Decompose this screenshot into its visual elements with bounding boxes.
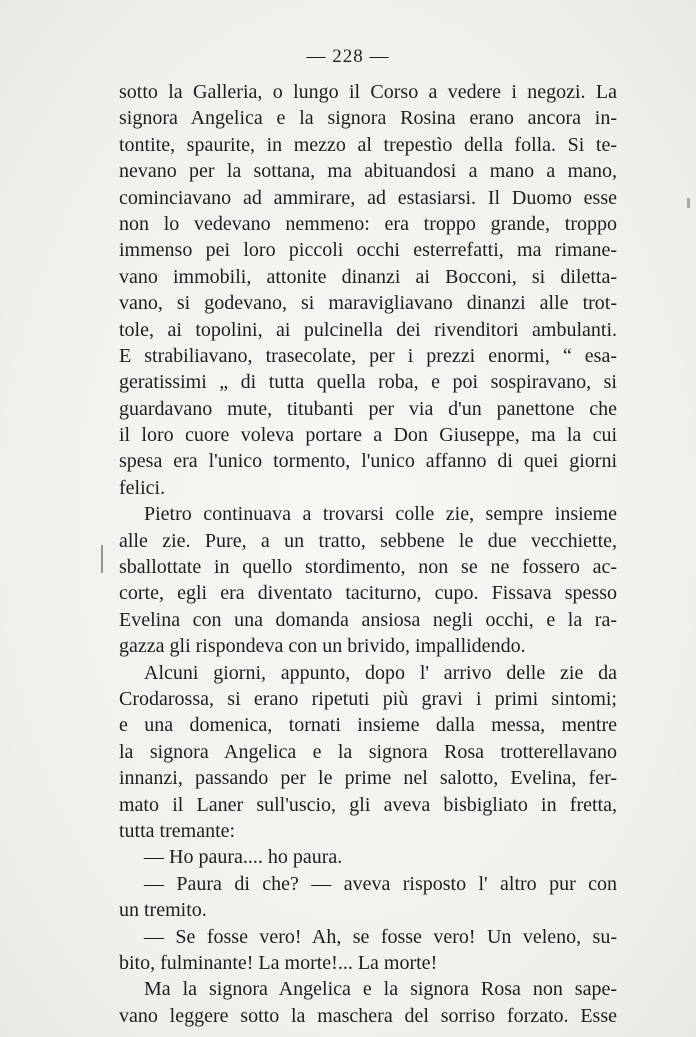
edge-mark	[687, 198, 690, 208]
text-line: bito, fulminante! La morte!... La morte!	[119, 951, 438, 974]
text-line: geratissimi „ di tutta quella roba, e poi sospiravano, si	[119, 371, 617, 394]
text-line: nevano per la sottana, ma abituandosi a mano a mano,	[119, 160, 617, 183]
text-line: e una domenica, tornati insieme dalla messa, mentre	[119, 714, 617, 737]
text-line: — Ho paura.... ho paura.	[144, 846, 343, 869]
text-line: spesa era l'unico tormento, l'unico affanno di quei giorni	[119, 450, 617, 473]
text-line: Crodarossa, si erano ripetuti più gravi i primi sintomi;	[119, 687, 617, 710]
text-line: mato il Laner sull'uscio, gli aveva bisbigliato in fretta,	[119, 793, 617, 816]
text-line: innanzi, passando per le prime nel salotto, Evelina, fer-	[119, 767, 617, 790]
text-line: vano leggere sotto la maschera del sorriso forzato. Esse	[119, 1004, 617, 1027]
text-line: il loro cuore voleva portare a Don Giuseppe, ma la cui	[119, 424, 617, 447]
text-line: gazza gli rispondeva con un brivido, impallidendo.	[119, 635, 526, 658]
text-line: vano, si godevano, si maravigliavano dinanzi alle trot-	[119, 292, 617, 315]
text-line: vano immobili, attonite dinanzi ai Bocconi, si diletta-	[119, 265, 617, 288]
text-line: alle zie. Pure, a un tratto, sebbene le due vecchiette,	[119, 529, 617, 552]
text-line: guardavano mute, titubanti per via d'un panettone che	[119, 397, 617, 420]
text-line: immenso pei loro piccoli occhi esterrefatti, ma rimane-	[119, 239, 617, 262]
text-line: felici.	[119, 476, 166, 499]
page-number: — 228 —	[306, 46, 390, 67]
text-line: un tremito.	[119, 899, 207, 922]
body-text	[119, 79, 617, 1029]
text-line: Ma la signora Angelica e la signora Rosa non sape-	[144, 978, 617, 1001]
text-line: Alcuni giorni, appunto, dopo l' arrivo delle zie da	[144, 661, 617, 684]
text-line: — Se fosse vero! Ah, se fosse vero! Un veleno, su-	[144, 925, 617, 948]
text-line: la signora Angelica e la signora Rosa trotterellavano	[119, 740, 617, 763]
text-line: corte, egli era diventato taciturno, cupo. Fissava spesso	[119, 582, 617, 605]
text-line: Pietro continuava a trovarsi colle zie, sempre insieme	[144, 503, 617, 526]
text-line: tole, ai topolini, ai pulcinella dei rivenditori ambulanti.	[119, 318, 617, 341]
text-line: tontite, spaurite, in mezzo al trepestìo della folla. Si te-	[119, 133, 617, 156]
margin-mark	[101, 545, 103, 573]
text-line: cominciavano ad ammirare, ad estasiarsi. Il Duomo esse	[119, 186, 617, 209]
text-line: Evelina con una domanda ansiosa negli occhi, e la ra-	[119, 608, 617, 631]
text-line: — Paura di che? — aveva risposto l' altro pur con	[144, 872, 617, 895]
text-line: E strabiliavano, trasecolate, per i prezzi enormi, “ esa-	[119, 344, 617, 367]
text-line: sballottate in quello stordimento, non se ne fossero ac-	[119, 556, 617, 579]
text-line: non lo vedevano nemmeno: era troppo grande, troppo	[119, 212, 617, 235]
text-line: signora Angelica e la signora Rosina erano ancora in-	[119, 107, 617, 130]
text-line: sotto la Galleria, o lungo il Corso a vedere i negozi. La	[119, 81, 617, 103]
text-line: tutta tremante:	[119, 819, 236, 842]
